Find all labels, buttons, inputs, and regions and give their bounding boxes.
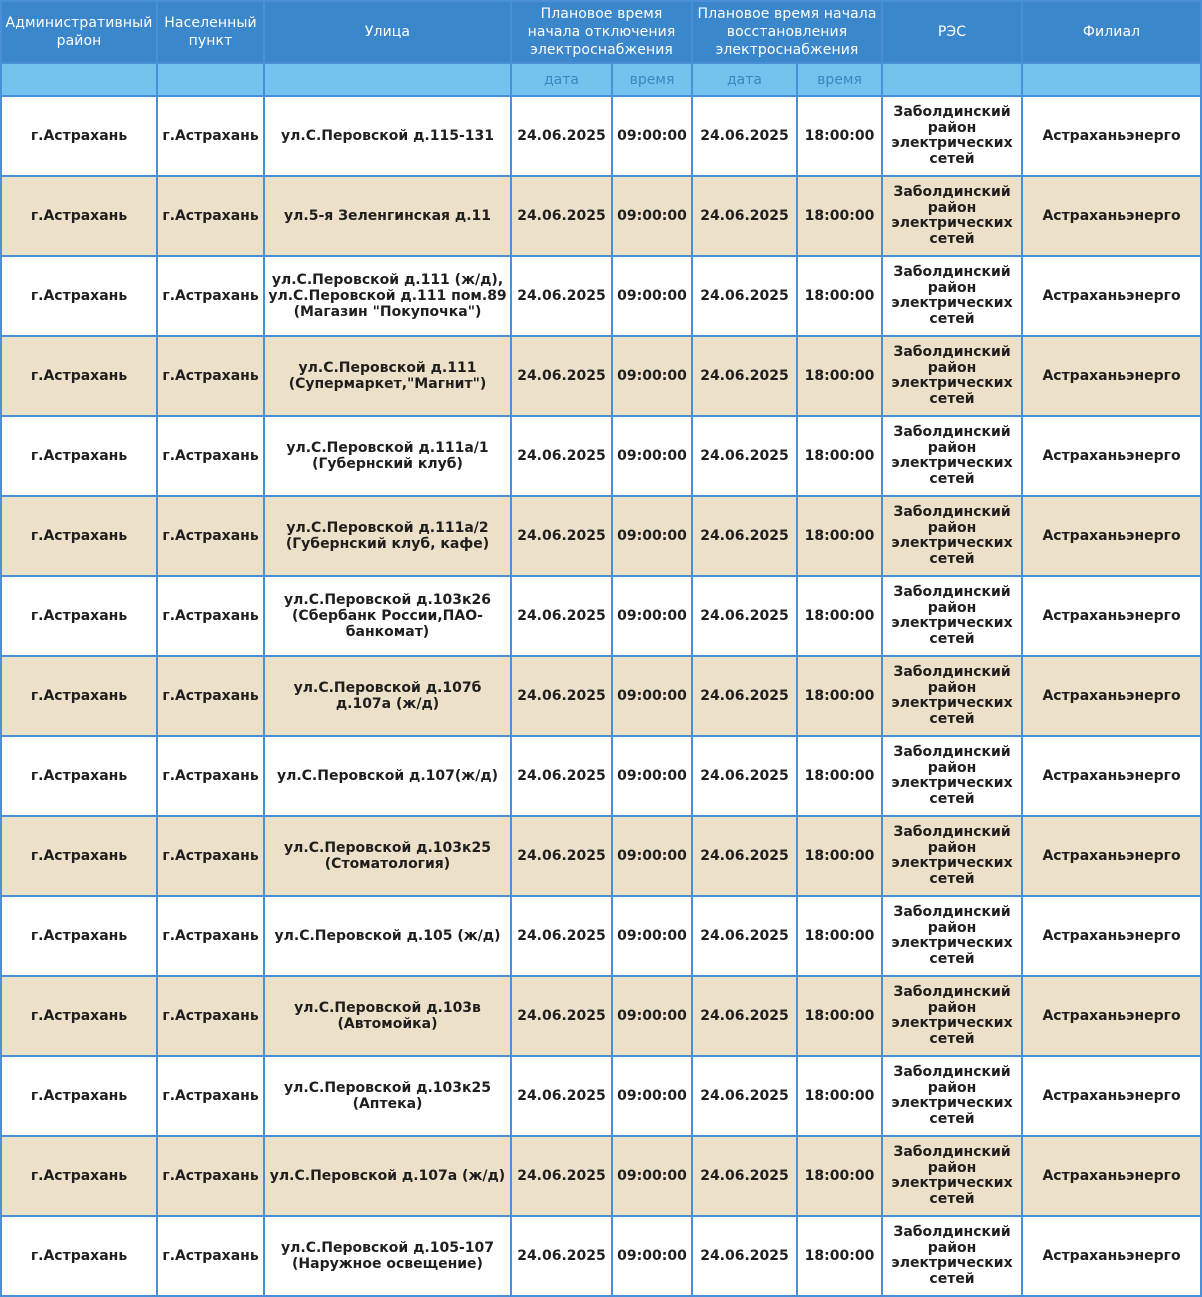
cell-street: ул.С.Перовской д.115-131 — [264, 96, 511, 176]
cell-off-time: 09:00:00 — [612, 576, 692, 656]
table-row — [1, 576, 1201, 656]
cell-settlement: г.Астрахань — [157, 416, 264, 496]
cell-res: Заболдинский район электрических сетей — [882, 736, 1022, 816]
cell-off-date: 24.06.2025 — [511, 176, 612, 256]
table-row — [1, 96, 1201, 176]
cell-district: г.Астрахань — [1, 576, 157, 656]
cell-settlement: г.Астрахань — [157, 736, 264, 816]
cell-branch: Астраханьэнерго — [1022, 816, 1201, 896]
cell-res: Заболдинский район электрических сетей — [882, 96, 1022, 176]
cell-street: ул.5-я Зеленгинская д.11 — [264, 176, 511, 256]
table-row — [1, 1056, 1201, 1136]
subheader-empty — [157, 63, 264, 96]
cell-off-date: 24.06.2025 — [511, 1216, 612, 1296]
cell-on-time: 18:00:00 — [797, 896, 882, 976]
cell-branch: Астраханьэнерго — [1022, 1216, 1201, 1296]
cell-district: г.Астрахань — [1, 96, 157, 176]
cell-district: г.Астрахань — [1, 496, 157, 576]
cell-district: г.Астрахань — [1, 656, 157, 736]
cell-branch: Астраханьэнерго — [1022, 656, 1201, 736]
cell-on-date: 24.06.2025 — [692, 816, 797, 896]
cell-district: г.Астрахань — [1, 1216, 157, 1296]
cell-on-time: 18:00:00 — [797, 416, 882, 496]
cell-on-time: 18:00:00 — [797, 736, 882, 816]
cell-off-date: 24.06.2025 — [511, 1136, 612, 1216]
cell-branch: Астраханьэнерго — [1022, 496, 1201, 576]
cell-on-time: 18:00:00 — [797, 816, 882, 896]
cell-on-date: 24.06.2025 — [692, 736, 797, 816]
cell-district: г.Астрахань — [1, 896, 157, 976]
cell-on-date: 24.06.2025 — [692, 1216, 797, 1296]
cell-off-date: 24.06.2025 — [511, 896, 612, 976]
cell-district: г.Астрахань — [1, 816, 157, 896]
subheader-empty — [882, 63, 1022, 96]
cell-on-date: 24.06.2025 — [692, 1136, 797, 1216]
table-row — [1, 336, 1201, 416]
cell-res: Заболдинский район электрических сетей — [882, 1136, 1022, 1216]
cell-district: г.Астрахань — [1, 256, 157, 336]
cell-on-time: 18:00:00 — [797, 496, 882, 576]
table-row — [1, 816, 1201, 896]
cell-settlement: г.Астрахань — [157, 816, 264, 896]
cell-on-time: 18:00:00 — [797, 336, 882, 416]
cell-off-date: 24.06.2025 — [511, 1056, 612, 1136]
table-row — [1, 896, 1201, 976]
subheader-on-date: дата — [692, 63, 797, 96]
cell-on-date: 24.06.2025 — [692, 176, 797, 256]
cell-street: ул.С.Перовской д.107б д.107а (ж/д) — [264, 656, 511, 736]
cell-res: Заболдинский район электрических сетей — [882, 976, 1022, 1056]
cell-res: Заболдинский район электрических сетей — [882, 656, 1022, 736]
cell-branch: Астраханьэнерго — [1022, 736, 1201, 816]
cell-off-time: 09:00:00 — [612, 336, 692, 416]
cell-settlement: г.Астрахань — [157, 976, 264, 1056]
cell-off-date: 24.06.2025 — [511, 96, 612, 176]
cell-off-time: 09:00:00 — [612, 1136, 692, 1216]
cell-res: Заболдинский район электрических сетей — [882, 1056, 1022, 1136]
cell-on-date: 24.06.2025 — [692, 416, 797, 496]
header-street: Улица — [264, 1, 511, 63]
cell-settlement: г.Астрахань — [157, 336, 264, 416]
cell-res: Заболдинский район электрических сетей — [882, 496, 1022, 576]
cell-res: Заболдинский район электрических сетей — [882, 416, 1022, 496]
table-row — [1, 256, 1201, 336]
cell-on-date: 24.06.2025 — [692, 896, 797, 976]
table-row — [1, 656, 1201, 736]
cell-res: Заболдинский район электрических сетей — [882, 336, 1022, 416]
table-row — [1, 1216, 1201, 1296]
cell-settlement: г.Астрахань — [157, 176, 264, 256]
cell-branch: Астраханьэнерго — [1022, 1056, 1201, 1136]
header-district: Административный район — [1, 1, 157, 63]
cell-branch: Астраханьэнерго — [1022, 256, 1201, 336]
table-header-row — [1, 1, 1201, 63]
cell-on-date: 24.06.2025 — [692, 256, 797, 336]
header-res: РЭС — [882, 1, 1022, 63]
cell-branch: Астраханьэнерго — [1022, 336, 1201, 416]
cell-off-time: 09:00:00 — [612, 1056, 692, 1136]
cell-street: ул.С.Перовской д.111 (ж/д), ул.С.Перовской д.111 пом.89 (Магазин "Покупочка") — [264, 256, 511, 336]
cell-res: Заболдинский район электрических сетей — [882, 576, 1022, 656]
subheader-off-date: дата — [511, 63, 612, 96]
header-settlement: Населенный пункт — [157, 1, 264, 63]
cell-res: Заболдинский район электрических сетей — [882, 816, 1022, 896]
cell-branch: Астраханьэнерго — [1022, 1136, 1201, 1216]
table-row — [1, 736, 1201, 816]
cell-on-date: 24.06.2025 — [692, 976, 797, 1056]
cell-district: г.Астрахань — [1, 736, 157, 816]
cell-settlement: г.Астрахань — [157, 96, 264, 176]
table-row — [1, 416, 1201, 496]
cell-on-time: 18:00:00 — [797, 256, 882, 336]
cell-branch: Астраханьэнерго — [1022, 176, 1201, 256]
cell-branch: Астраханьэнерго — [1022, 576, 1201, 656]
cell-settlement: г.Астрахань — [157, 256, 264, 336]
cell-street: ул.С.Перовской д.111а/1 (Губернский клуб) — [264, 416, 511, 496]
cell-on-time: 18:00:00 — [797, 176, 882, 256]
cell-on-time: 18:00:00 — [797, 976, 882, 1056]
cell-on-time: 18:00:00 — [797, 656, 882, 736]
cell-district: г.Астрахань — [1, 976, 157, 1056]
cell-street: ул.С.Перовской д.111а/2 (Губернский клуб, кафе) — [264, 496, 511, 576]
cell-off-time: 09:00:00 — [612, 1216, 692, 1296]
cell-res: Заболдинский район электрических сетей — [882, 896, 1022, 976]
table-body — [1, 96, 1201, 1296]
cell-res: Заболдинский район электрических сетей — [882, 176, 1022, 256]
cell-on-time: 18:00:00 — [797, 1136, 882, 1216]
cell-on-date: 24.06.2025 — [692, 336, 797, 416]
cell-on-date: 24.06.2025 — [692, 96, 797, 176]
cell-district: г.Астрахань — [1, 176, 157, 256]
subheader-empty — [264, 63, 511, 96]
cell-settlement: г.Астрахань — [157, 496, 264, 576]
cell-on-date: 24.06.2025 — [692, 496, 797, 576]
cell-street: ул.С.Перовской д.103к26 (Сбербанк России,ПАО-банкомат) — [264, 576, 511, 656]
cell-off-time: 09:00:00 — [612, 96, 692, 176]
cell-off-time: 09:00:00 — [612, 896, 692, 976]
cell-street: ул.С.Перовской д.111 (Супермаркет,"Магнит") — [264, 336, 511, 416]
subheader-off-time: время — [612, 63, 692, 96]
cell-street: ул.С.Перовской д.103в (Автомойка) — [264, 976, 511, 1056]
cell-district: г.Астрахань — [1, 336, 157, 416]
cell-settlement: г.Астрахань — [157, 656, 264, 736]
cell-off-time: 09:00:00 — [612, 176, 692, 256]
cell-street: ул.С.Перовской д.105-107 (Наружное освещение) — [264, 1216, 511, 1296]
cell-settlement: г.Астрахань — [157, 1136, 264, 1216]
cell-street: ул.С.Перовской д.103к25 (Аптека) — [264, 1056, 511, 1136]
cell-on-time: 18:00:00 — [797, 1056, 882, 1136]
cell-off-date: 24.06.2025 — [511, 576, 612, 656]
subheader-empty — [1022, 63, 1201, 96]
table-row — [1, 976, 1201, 1056]
cell-on-time: 18:00:00 — [797, 1216, 882, 1296]
cell-res: Заболдинский район электрических сетей — [882, 1216, 1022, 1296]
table-row — [1, 176, 1201, 256]
cell-on-time: 18:00:00 — [797, 96, 882, 176]
cell-branch: Астраханьэнерго — [1022, 896, 1201, 976]
cell-off-time: 09:00:00 — [612, 816, 692, 896]
cell-off-date: 24.06.2025 — [511, 256, 612, 336]
header-restore-start: Плановое время начала восстановления электроснабжения — [692, 1, 882, 63]
header-branch: Филиал — [1022, 1, 1201, 63]
cell-res: Заболдинский район электрических сетей — [882, 256, 1022, 336]
table-row — [1, 1136, 1201, 1216]
cell-off-date: 24.06.2025 — [511, 736, 612, 816]
cell-off-date: 24.06.2025 — [511, 496, 612, 576]
table-row — [1, 496, 1201, 576]
cell-district: г.Астрахань — [1, 1056, 157, 1136]
cell-off-time: 09:00:00 — [612, 736, 692, 816]
cell-settlement: г.Астрахань — [157, 896, 264, 976]
cell-off-date: 24.06.2025 — [511, 656, 612, 736]
header-off-start: Плановое время начала отключения электроснабжения — [511, 1, 692, 63]
cell-off-time: 09:00:00 — [612, 656, 692, 736]
cell-street: ул.С.Перовской д.105 (ж/д) — [264, 896, 511, 976]
cell-street: ул.С.Перовской д.107(ж/д) — [264, 736, 511, 816]
cell-district: г.Астрахань — [1, 1136, 157, 1216]
subheader-empty — [1, 63, 157, 96]
cell-branch: Астраханьэнерго — [1022, 976, 1201, 1056]
cell-branch: Астраханьэнерго — [1022, 96, 1201, 176]
cell-on-date: 24.06.2025 — [692, 656, 797, 736]
cell-street: ул.С.Перовской д.103к25 (Стоматология) — [264, 816, 511, 896]
cell-on-time: 18:00:00 — [797, 576, 882, 656]
cell-off-time: 09:00:00 — [612, 496, 692, 576]
subheader-on-time: время — [797, 63, 882, 96]
cell-settlement: г.Астрахань — [157, 576, 264, 656]
table-subheader-row — [1, 63, 1201, 96]
cell-on-date: 24.06.2025 — [692, 576, 797, 656]
cell-on-date: 24.06.2025 — [692, 1056, 797, 1136]
cell-off-date: 24.06.2025 — [511, 336, 612, 416]
cell-street: ул.С.Перовской д.107а (ж/д) — [264, 1136, 511, 1216]
cell-settlement: г.Астрахань — [157, 1056, 264, 1136]
cell-off-date: 24.06.2025 — [511, 976, 612, 1056]
cell-branch: Астраханьэнерго — [1022, 416, 1201, 496]
cell-off-time: 09:00:00 — [612, 256, 692, 336]
cell-off-date: 24.06.2025 — [511, 416, 612, 496]
cell-settlement: г.Астрахань — [157, 1216, 264, 1296]
cell-off-time: 09:00:00 — [612, 976, 692, 1056]
cell-off-date: 24.06.2025 — [511, 816, 612, 896]
cell-district: г.Астрахань — [1, 416, 157, 496]
cell-off-time: 09:00:00 — [612, 416, 692, 496]
